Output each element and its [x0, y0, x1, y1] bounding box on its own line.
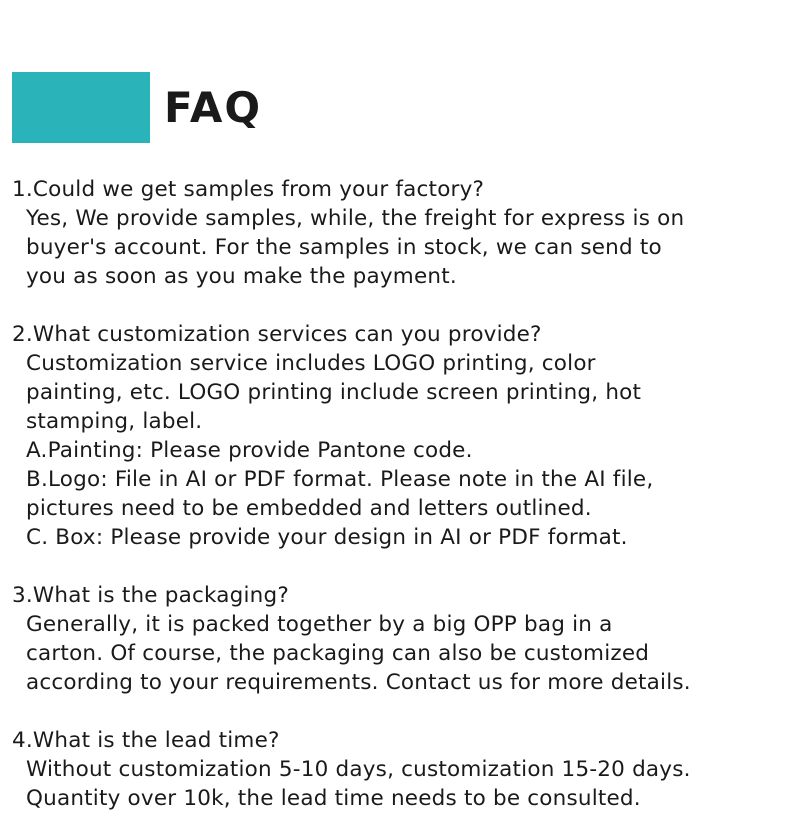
faq-answer-2-line-3: stamping, label. — [26, 409, 203, 434]
faq-item-2 — [12, 320, 798, 552]
faq-question-3: 3.What is the packaging? — [12, 583, 289, 608]
page-title: FAQ — [164, 83, 263, 132]
faq-answer-3-line-2: carton. Of course, the packaging can also be customized — [26, 641, 650, 666]
faq-answer-3-line-1: Generally, it is packed together by a big OPP bag in a — [26, 612, 613, 637]
faq-answer-1-line-2: buyer's account. For the samples in stock, we can send to — [26, 235, 662, 260]
faq-answer-1-line-3: you as soon as you make the payment. — [26, 264, 457, 289]
faq-question-1: 1.Could we get samples from your factory? — [12, 177, 485, 202]
faq-answer-1-line-1: Yes, We provide samples, while, the freight for express is on — [26, 206, 685, 231]
faq-item-4 — [12, 726, 798, 813]
faq-list — [12, 175, 798, 813]
faq-answer-2-line-2: painting, etc. LOGO printing include screen printing, hot — [26, 380, 642, 405]
faq-answer-2-line-5: B.Logo: File in AI or PDF format. Please note in the AI file, — [26, 467, 654, 492]
faq-answer-2-line-4: A.Painting: Please provide Pantone code. — [26, 438, 473, 463]
faq-question-2: 2.What customization services can you provide? — [12, 322, 542, 347]
faq-answer-3-line-3: according to your requirements. Contact us for more details. — [26, 670, 691, 695]
faq-item-3 — [12, 581, 798, 697]
faq-answer-2-line-6: pictures need to be embedded and letters outlined. — [26, 496, 592, 521]
faq-item-1 — [12, 175, 798, 291]
accent-block — [12, 72, 150, 143]
faq-answer-4-line-1: Without customization 5-10 days, customization 15-20 days. — [26, 757, 691, 782]
faq-answer-2-line-7: C. Box: Please provide your design in AI or PDF format. — [26, 525, 628, 550]
faq-answer-2-line-1: Customization service includes LOGO printing, color — [26, 351, 596, 376]
faq-header — [12, 72, 262, 143]
faq-answer-4-line-2: Quantity over 10k, the lead time needs to be consulted. — [26, 786, 641, 811]
faq-question-4: 4.What is the lead time? — [12, 728, 280, 753]
